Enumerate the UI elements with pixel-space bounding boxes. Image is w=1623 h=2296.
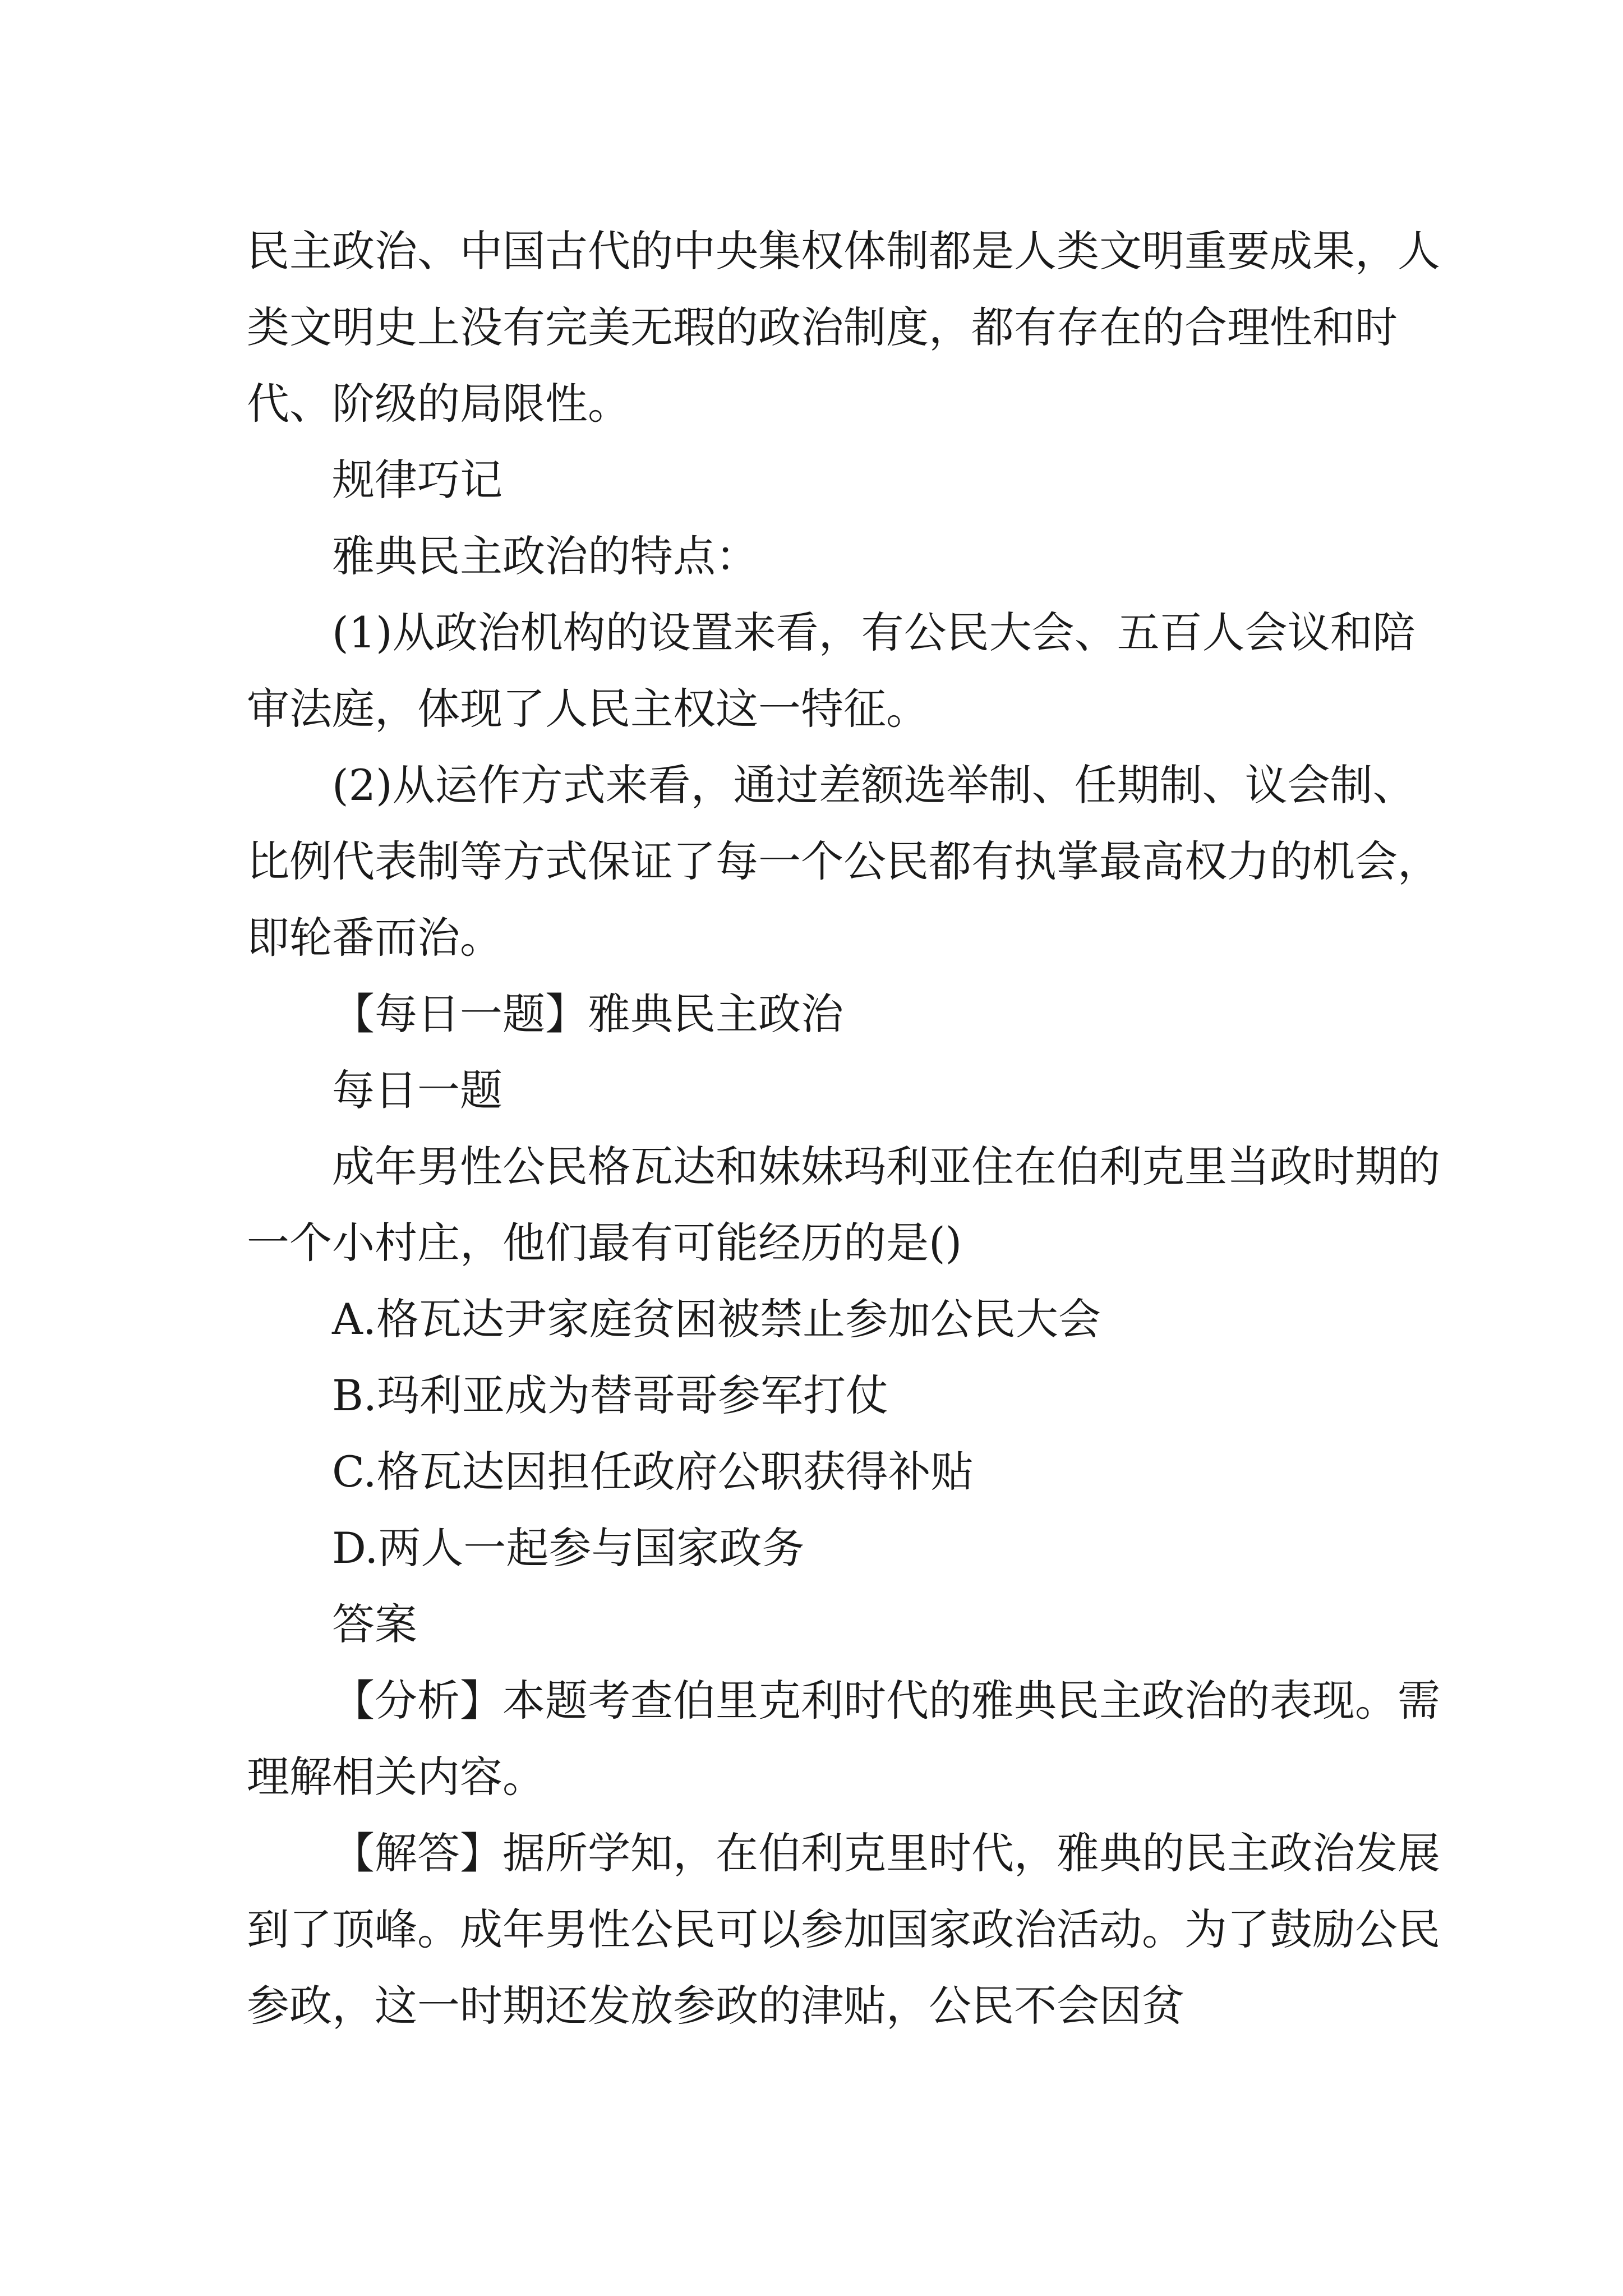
paragraph-analysis: 【分析】本题考查伯里克利时代的雅典民主政治的表现。需理解相关内容。 — [247, 1676, 1440, 1802]
option-d: D.两人一起参与国家政务 — [332, 1523, 805, 1573]
option-c: C.格瓦达因担任政府公职获得补贴 — [332, 1447, 974, 1497]
question-stem: 成年男性公民格瓦达和妹妹玛利亚住在伯利克里当政时期的一个小村庄，他们最有可能经历的是() — [247, 1142, 1440, 1268]
option-a: A.格瓦达尹家庭贫困被禁止参加公民大会 — [332, 1294, 1101, 1344]
heading-answer: 答案 — [332, 1599, 417, 1649]
heading-daily-question-label: 每日一题 — [332, 1065, 502, 1115]
option-b: B.玛利亚成为替哥哥参军打仗 — [332, 1370, 889, 1420]
document-body — [247, 213, 1453, 2044]
paragraph-intro: 民主政治、中国古代的中央集权体制都是人类文明重要成果，人类文明史上没有完美无瑕的政治制度，都有存在的合理性和时代、阶级的局限性。 — [247, 226, 1440, 429]
paragraph-features-title: 雅典民主政治的特点： — [332, 531, 758, 581]
paragraph-feature-2: (2)从运作方式来看，通过差额选举制、任期制、议会制、比例代表制等方式保证了每一个公民都有执掌最高权力的机会，即轮番而治。 — [247, 760, 1440, 963]
paragraph-solution: 【解答】据所学知，在伯利克里时代，雅典的民主政治发展到了顶峰。成年男性公民可以参加国家政治活动。为了鼓励公民参政，这一时期还发放参政的津贴，公民不会因贫 — [247, 1828, 1440, 2031]
paragraph-feature-1: (1)从政治机构的设置来看，有公民大会、五百人会议和陪审法庭，体现了人民主权这一特征。 — [247, 608, 1415, 734]
heading-memory-tip: 规律巧记 — [332, 455, 502, 505]
heading-daily-question: 【每日一题】雅典民主政治 — [332, 989, 843, 1039]
